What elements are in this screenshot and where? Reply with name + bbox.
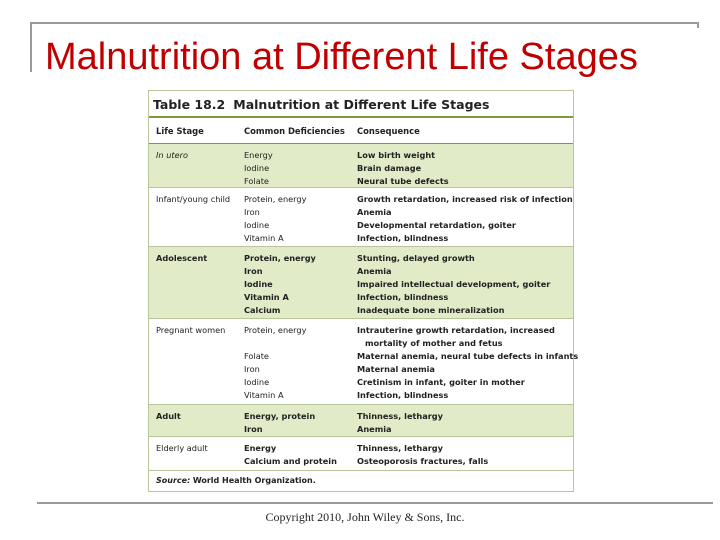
consequences-cell — [357, 149, 449, 188]
source-text: World Health Organization. — [192, 476, 316, 485]
deficiency-item: Folate — [244, 176, 269, 186]
consequence-item: Infection, blindness — [357, 233, 449, 243]
table-row — [149, 247, 573, 319]
table-row — [149, 188, 573, 247]
frame-left-line — [30, 22, 32, 72]
table-title — [153, 94, 569, 116]
consequence-item: Osteoporosis fractures, falls — [357, 456, 489, 466]
deficiency-item: Vitamin A — [244, 233, 284, 243]
slide-title: Malnutrition at Different Life Stages — [45, 36, 638, 78]
title-rule — [149, 116, 573, 118]
consequence-item: Anemia — [357, 207, 392, 217]
frame-top-line — [30, 22, 699, 24]
deficiency-item: Iodine — [244, 163, 270, 173]
source-label: Source: — [156, 476, 191, 485]
table-row — [149, 144, 573, 188]
deficiency-item: Iron — [244, 266, 263, 276]
consequences-cell — [357, 410, 443, 436]
deficiency-item: Iodine — [244, 279, 273, 289]
frame-bottom-line — [37, 502, 713, 504]
deficiency-item: Energy — [244, 150, 273, 160]
consequence-item: Cretinism in infant, goiter in mother — [357, 377, 525, 387]
deficiencies-cell — [244, 410, 315, 436]
header-life-stage: Life Stage — [156, 126, 204, 136]
consequence-item: Neural tube defects — [357, 176, 449, 186]
header-consequence: Consequence — [357, 126, 420, 136]
table-row — [149, 319, 579, 405]
consequence-item: Developmental retardation, goiter — [357, 220, 516, 230]
consequences-cell — [357, 252, 550, 317]
table-panel — [148, 90, 579, 492]
consequence-item: Growth retardation, increased risk of infection — [357, 194, 573, 204]
deficiency-item: Protein, energy — [244, 194, 307, 204]
deficiencies-cell — [244, 442, 337, 468]
life-stage-cell: Adult — [156, 411, 181, 421]
consequences-cell — [357, 193, 573, 245]
life-stage-cell: Pregnant women — [156, 325, 226, 335]
deficiencies-cell — [244, 252, 316, 317]
deficiency-item: Vitamin A — [244, 390, 284, 400]
copyright-footer: Copyright 2010, John Wiley & Sons, Inc. — [265, 510, 465, 524]
deficiency-item: Protein, energy — [244, 325, 307, 335]
consequence-item: Stunting, delayed growth — [357, 253, 475, 263]
consequence-item: Thinness, lethargy — [357, 411, 444, 421]
deficiency-item: Folate — [244, 351, 269, 361]
deficiencies-cell — [244, 193, 306, 245]
table-row — [149, 437, 573, 471]
deficiency-item: Iodine — [244, 377, 270, 387]
deficiency-item: Energy, protein — [244, 411, 316, 421]
frame-right-line — [697, 22, 699, 28]
consequence-item: Infection, blindness — [357, 390, 449, 400]
consequence-item: Impaired intellectual development, goiter — [357, 279, 551, 289]
life-stage-cell: In utero — [156, 150, 189, 160]
deficiency-item: Vitamin A — [244, 292, 289, 302]
consequence-item: Inadequate bone mineralization — [357, 305, 505, 315]
life-stage-cell: Adolescent — [156, 253, 208, 263]
life-stage-cell: Infant/young child — [156, 194, 231, 204]
consequence-item: Brain damage — [357, 163, 422, 173]
consequence-item: Infection, blindness — [357, 292, 449, 302]
consequence-item: Maternal anemia — [357, 364, 435, 374]
table-header-row — [149, 119, 573, 144]
consequence-item: Anemia — [357, 424, 392, 434]
deficiency-item: Iron — [244, 364, 260, 374]
table-number: Table 18.2 — [153, 97, 226, 112]
consequence-item: Low birth weight — [357, 150, 436, 160]
deficiency-item: Calcium — [244, 305, 281, 315]
deficiency-item: Iron — [244, 424, 263, 434]
deficiencies-cell — [244, 149, 273, 188]
deficiency-item: Iodine — [244, 220, 270, 230]
table-source — [156, 475, 316, 487]
consequence-item: Anemia — [357, 266, 392, 276]
consequence-item: Maternal anemia, neural tube defects in infants — [357, 351, 579, 361]
table-caption: Malnutrition at Different Life Stages — [233, 97, 490, 112]
deficiency-item: Energy — [244, 443, 277, 453]
deficiency-item: Calcium and protein — [244, 456, 337, 466]
consequence-item: Intrauterine growth retardation, increased — [357, 325, 555, 335]
consequence-item: Thinness, lethargy — [357, 443, 444, 453]
life-stage-cell: Elderly adult — [156, 443, 208, 453]
consequences-cell — [357, 324, 578, 402]
deficiencies-cell — [244, 324, 306, 402]
deficiency-item: Iron — [244, 207, 260, 217]
consequences-cell — [357, 442, 488, 468]
header-common-deficiencies: Common Deficiencies — [244, 126, 345, 136]
table-row — [149, 405, 573, 437]
consequence-item: mortality of mother and fetus — [365, 338, 503, 348]
deficiency-item: Protein, energy — [244, 253, 316, 263]
